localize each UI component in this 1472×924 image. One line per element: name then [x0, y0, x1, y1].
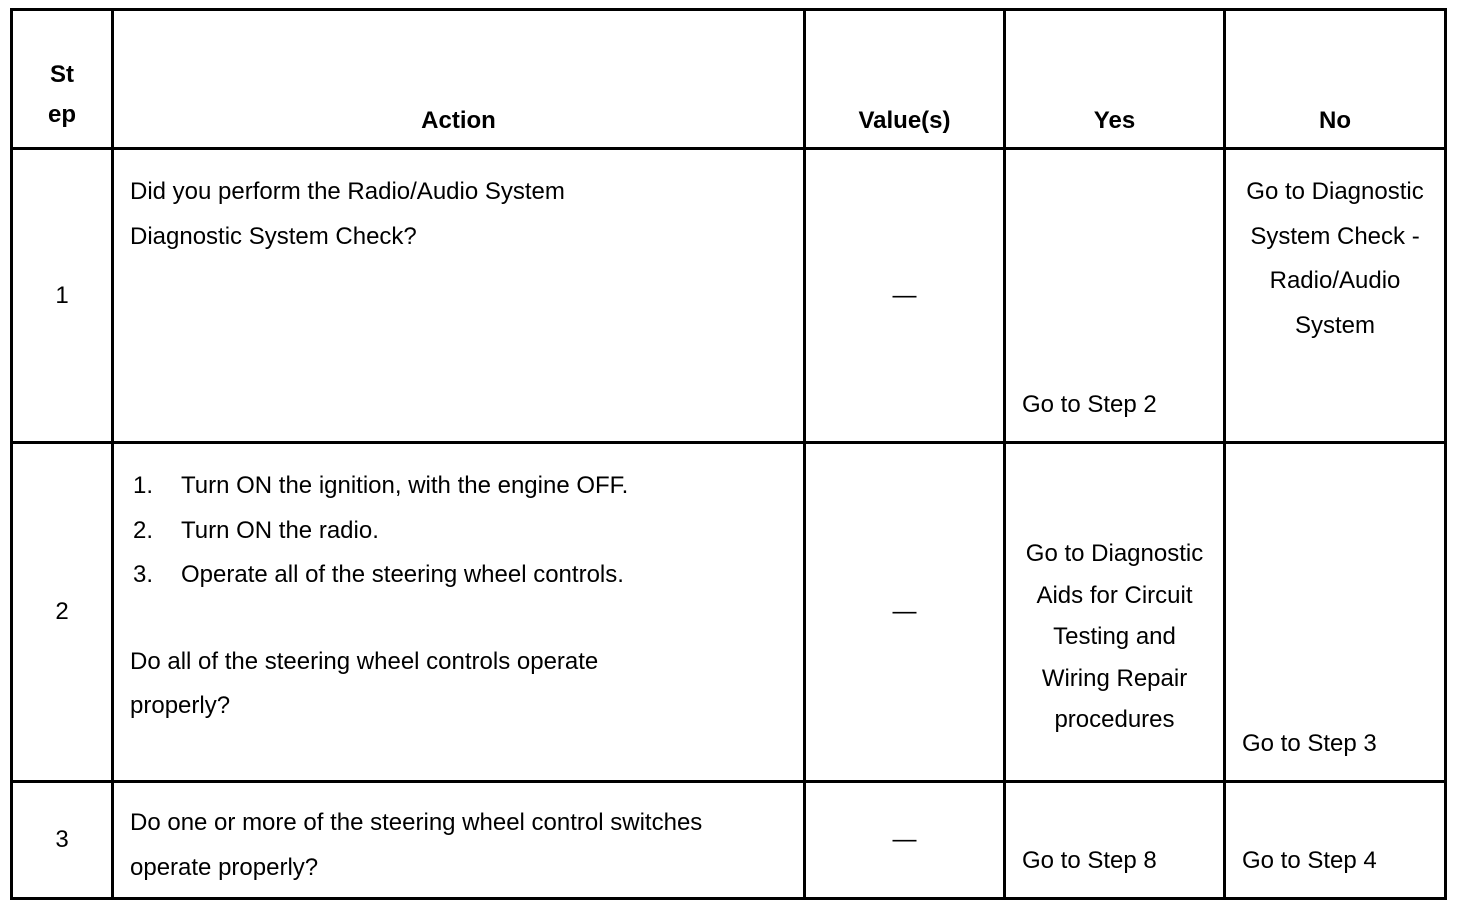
- action-text: Did you perform the Radio/Audio System Diagnostic System Check?: [113, 149, 805, 443]
- list-item: [130, 553, 787, 598]
- list-item-text: Turn ON the ignition, with the engine OFF.: [181, 472, 629, 499]
- action-text: [113, 443, 805, 782]
- no-cell: Go to Step 4: [1225, 782, 1446, 899]
- list-item-number: 2.: [133, 516, 154, 544]
- header-step-line2: ep: [47, 101, 76, 128]
- action-steps-list: [130, 464, 787, 598]
- header-step: [12, 10, 113, 149]
- action-text: Do one or more of the steering wheel control switches operate properly?: [113, 782, 805, 899]
- header-values: Value(s): [805, 10, 1005, 149]
- list-item: [130, 464, 787, 509]
- table-row: [12, 149, 1446, 443]
- list-item-number: 1.: [133, 472, 154, 499]
- step-number: 2: [12, 443, 113, 782]
- list-item-text: Operate all of the steering wheel controls.: [181, 561, 624, 588]
- yes-cell: Go to Step 2: [1005, 149, 1225, 443]
- value-cell: —: [805, 782, 1005, 899]
- step-number: 1: [12, 149, 113, 443]
- table-row: [12, 443, 1446, 782]
- yes-cell: Go to Diagnostic Aids for Circuit Testing and Wiring Repair procedures: [1005, 443, 1225, 782]
- header-yes: Yes: [1005, 10, 1225, 149]
- value-cell: —: [805, 443, 1005, 782]
- list-item: [130, 509, 787, 554]
- yes-cell: Go to Step 8: [1005, 782, 1225, 899]
- table-row: [12, 782, 1446, 899]
- value-cell: —: [805, 149, 1005, 443]
- diagnostic-table: [10, 8, 1447, 900]
- step-number: 3: [12, 782, 113, 899]
- list-item-text: Turn ON the radio.: [181, 516, 379, 544]
- header-action: Action: [113, 10, 805, 149]
- no-cell: Go to Diagnostic System Check - Radio/Audio System: [1225, 149, 1446, 443]
- action-question: Do all of the steering wheel controls operate properly?: [130, 647, 599, 719]
- header-step-line1: St: [50, 61, 74, 88]
- list-item-number: 3.: [133, 561, 154, 588]
- no-cell: Go to Step 3: [1225, 443, 1446, 782]
- header-no: No: [1225, 10, 1446, 149]
- header-row: [12, 10, 1446, 149]
